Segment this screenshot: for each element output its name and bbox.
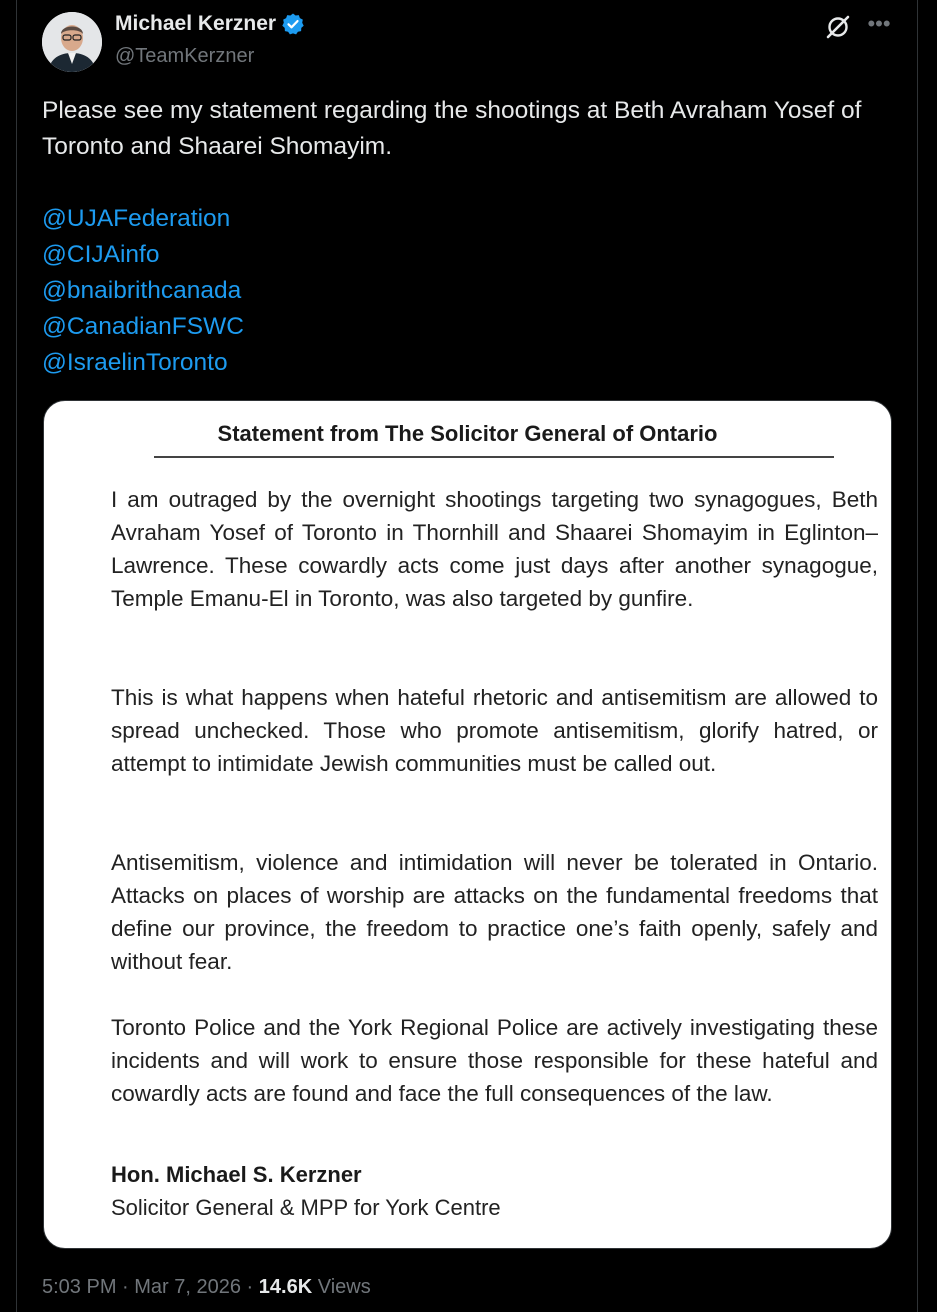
verified-badge-icon[interactable] (281, 12, 305, 36)
mention-link[interactable]: @IsraelinToronto (42, 349, 228, 376)
post-time[interactable]: 5:03 PM (42, 1276, 117, 1298)
statement-paragraph: I am outraged by the overnight shootings targeting two synagogues, Beth Avraham Yosef of Toronto in Thornhill and Shaarei Shomayim in Eglinton–Lawrence. These cowardly acts come just days after another synagogue, Temple Emanu-El in Toronto, was also targeted by gunfire. (111, 487, 878, 611)
views-count: 14.6K (258, 1276, 313, 1298)
more-options-icon[interactable]: ••• (867, 11, 891, 36)
tweet-article (16, 0, 918, 1312)
author-name-row (115, 12, 305, 36)
signature-name: Hon. Michael S. Kerzner (111, 1162, 362, 1187)
mention-list (42, 201, 244, 381)
avatar[interactable] (42, 12, 102, 72)
avatar-image (42, 12, 102, 72)
mention-link[interactable]: @CanadianFSWC (42, 313, 244, 340)
author-handle[interactable]: @TeamKerzner (115, 45, 255, 67)
post-date[interactable]: Mar 7, 2026 (134, 1276, 241, 1298)
mention-link[interactable]: @UJAFederation (42, 205, 231, 232)
statement-title: Statement from The Solicitor General of Ontario (217, 421, 718, 446)
statement-paragraph: This is what happens when hateful rhetoric and antisemitism are allowed to spread unchecked. Those who promote antisemitism, glorify hatred, or attempt to intimidate Jewish communities must be called out. (111, 685, 878, 776)
author-display-name[interactable]: Michael Kerzner (115, 12, 277, 35)
mention-link[interactable]: @CIJAinfo (42, 241, 160, 268)
statement-paragraph: Toronto Police and the York Regional Police are actively investigating these incidents and will work to ensure those responsible for these hateful and cowardly acts are found and face the full consequences of the law. (111, 1015, 878, 1106)
tweet-meta (42, 1276, 371, 1299)
title-divider (154, 456, 834, 458)
signature-title: Solicitor General & MPP for York Centre (111, 1195, 501, 1220)
statement-image[interactable] (43, 400, 892, 1249)
tweet-text: Please see my statement regarding the shootings at Beth Avraham Yosef of Toronto and Shaarei Shomayim. (42, 97, 862, 160)
statement-paragraph: Antisemitism, violence and intimidation will never be tolerated in Ontario. Attacks on places of worship are attacks on the fundamental freedoms that define our province, the freedom to practice one’s faith openly, safely and without fear. (111, 850, 878, 974)
meta-separator: · (116, 1276, 135, 1298)
mention-link[interactable]: @bnaibrithcanada (42, 277, 242, 304)
grok-icon[interactable] (823, 12, 853, 42)
meta-separator: · (241, 1276, 259, 1298)
views-label: Views (317, 1276, 371, 1298)
